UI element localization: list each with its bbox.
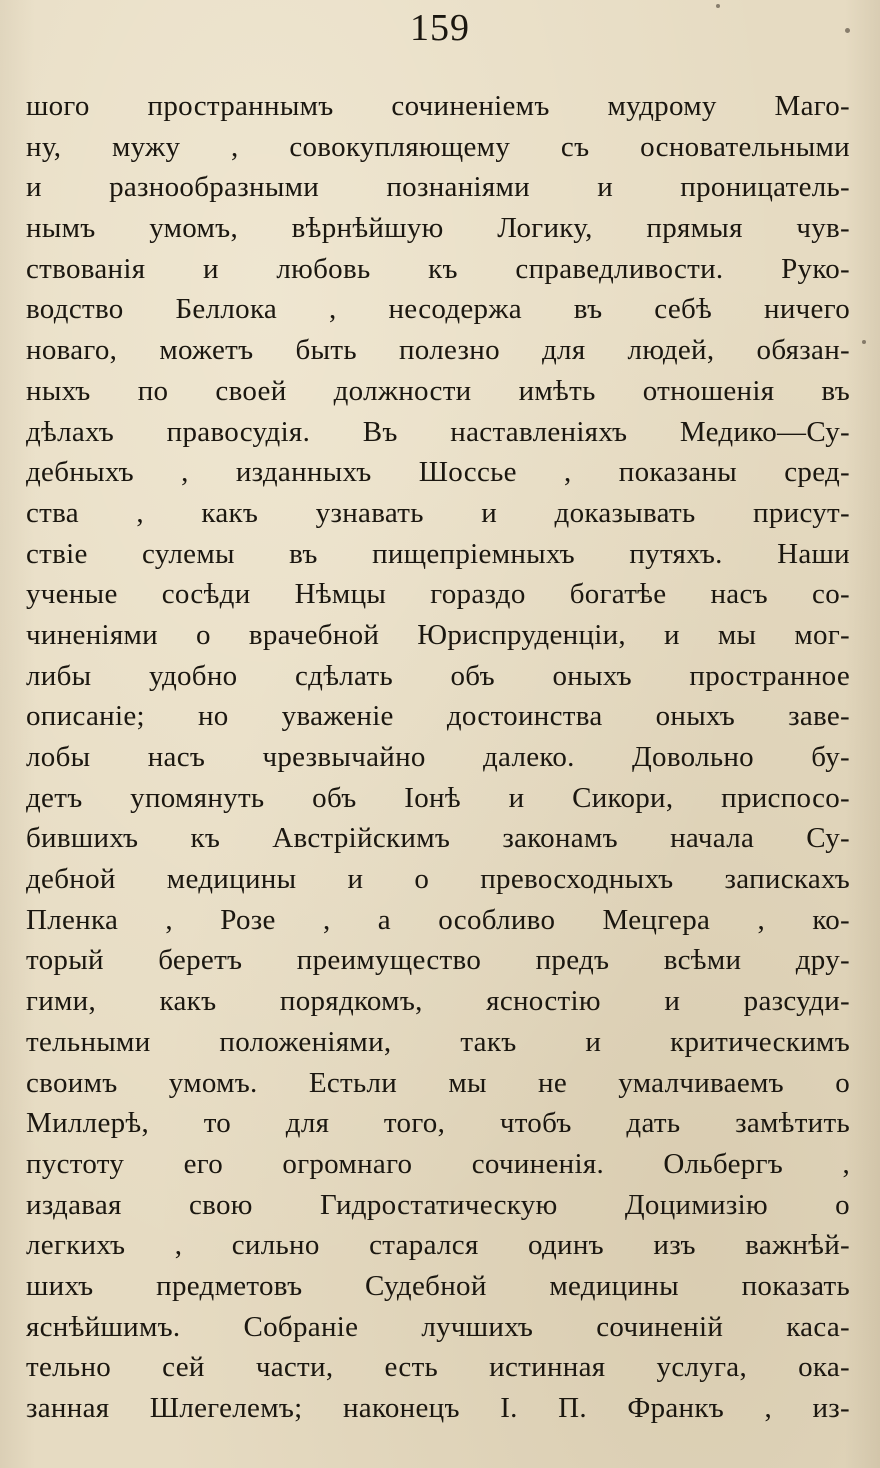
text-line: издавая свою Гидростатическую Доцимизію о <box>26 1188 850 1221</box>
text-line: детъ упомянуть объ Іонѣ и Сикори, приспосо- <box>26 781 850 814</box>
text-line: гими, какъ порядкомъ, ясностію и разсуди- <box>26 985 850 1018</box>
text-line: дебной медицины и о превосходныхъ запискахъ <box>26 863 850 896</box>
text-line: описаніе; но уваженіе достоинства оныхъ заве- <box>26 700 850 733</box>
text-line: бившихъ къ Австрійскимъ законамъ начала Су- <box>26 822 850 855</box>
text-line: тельно сей части, есть истинная услуга, ока- <box>26 1351 850 1384</box>
text-line: ствіе сулемы въ пищепріемныхъ путяхъ. Наши <box>26 537 850 570</box>
text-line: легкихъ , сильно старался одинъ изъ важнѣй- <box>26 1229 850 1262</box>
text-line: тельными положеніями, такъ и критическимъ <box>26 1025 850 1058</box>
text-line: дѣлахъ правосудія. Въ наставленіяхъ Медико—Су- <box>26 415 850 448</box>
text-line: пустоту его огромнаго сочиненія. Ольбергъ , <box>26 1147 850 1180</box>
text-line: ствованія и любовь къ справедливости. Руко- <box>26 252 850 285</box>
body-text <box>26 86 850 1429</box>
text-line: лобы насъ чрезвычайно далеко. Довольно бу- <box>26 741 850 773</box>
ink-speck <box>862 340 866 344</box>
text-line: шихъ предметовъ Судебной медицины показать <box>26 1269 850 1302</box>
text-line: ученые сосѣди Нѣмцы гораздо богатѣе насъ со- <box>26 578 850 611</box>
text-line: занная Шлегелемъ; наконецъ І. П. Франкъ , из- <box>26 1392 850 1424</box>
text-line: яснѣйшимъ. Собраніе лучшихъ сочиненій каса- <box>26 1310 850 1343</box>
text-line: ства , какъ узнавать и доказывать присут- <box>26 496 850 529</box>
text-line: дебныхъ , изданныхъ Шоссье , показаны сред- <box>26 456 850 489</box>
text-line: новаго, можетъ быть полезно для людей, обязан- <box>26 334 850 367</box>
text-line: торый беретъ преимущество предъ всѣми дру- <box>26 944 850 977</box>
page-number: 159 <box>410 7 470 49</box>
text-line: ныхъ по своей должности имѣть отношенія въ <box>26 374 850 407</box>
text-line: Пленка , Розе , а особливо Мецгера , ко- <box>26 903 850 936</box>
text-line: шого пространнымъ сочиненіемъ мудрому Маго- <box>26 90 850 122</box>
text-line: и разнообразными познаніями и проницатель- <box>26 171 850 204</box>
text-line: нымъ умомъ, вѣрнѣйшую Логику, прямыя чув- <box>26 212 850 245</box>
text-line: чиненіями о врачебной Юриспруденціи, и мы мог- <box>26 618 850 651</box>
text-line: Миллерѣ, то для того, чтобъ дать замѣтить <box>26 1107 850 1140</box>
text-line: ну, мужу , совокупляющему съ основательными <box>26 130 850 163</box>
text-line: своимъ умомъ. Естьли мы не умалчиваемъ о <box>26 1066 850 1099</box>
text-line: либы удобно сдѣлать объ оныхъ пространное <box>26 659 850 692</box>
text-line: водство Беллока , несодержа въ себѣ ничего <box>26 293 850 326</box>
